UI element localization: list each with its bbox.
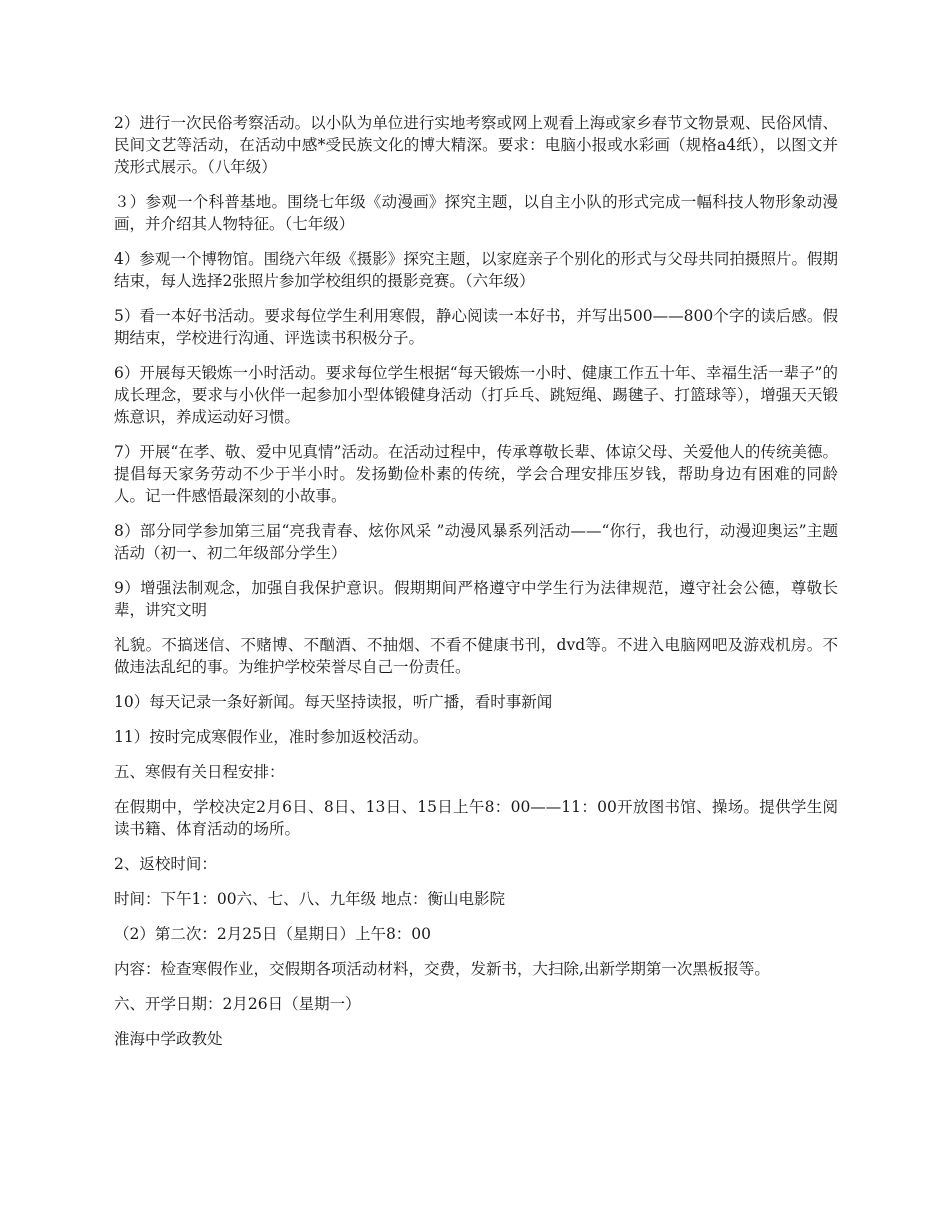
subheading-return-time: 2、返校时间： <box>114 855 217 873</box>
paragraph-second-return: （2）第二次：2月25日（星期日）上午8：00 <box>114 925 432 943</box>
document-signature: 淮海中学政教处 <box>114 1030 223 1048</box>
paragraph-activity-8: 8）部分同学参加第三届“亮我青春、炫你风采 ”动漫风暴系列活动——“你行，我也行，动漫迎奥运”主题活动（初一、初二年级部分学生） <box>114 522 838 562</box>
paragraph-return-content: 内容：检查寒假作业，交假期各项活动材料，交费，发新书，大扫除,出新学期第一次黑板报等。 <box>114 960 770 978</box>
paragraph-activity-11: 11）按时完成寒假作业，准时参加返校活动。 <box>114 728 429 746</box>
paragraph-activity-10: 10）每天记录一条好新闻。每天坚持读报，听广播，看时事新闻 <box>114 693 553 711</box>
paragraph-activity-3: ３）参观一个科普基地。围绕七年级《动漫画》探究主题，以自主小队的形式完成一幅科技人物形象动漫画，并介绍其人物特征。（七年级） <box>114 193 838 233</box>
section-heading-school-start: 六、开学日期：2月26日（星期一） <box>114 995 361 1013</box>
paragraph-activity-6: 6）开展每天锻炼一小时活动。要求每位学生根据“每天锻炼一小时、健康工作五十年、幸福生活一辈子”的成长理念，要求与小伙伴一起参加小型体锻健身活动（打乒乓、跳短绳、踢毽子、打篮球等），增强天天锻炼意识，养成运动好习惯。 <box>114 364 838 426</box>
paragraph-activity-5: 5）看一本好书活动。要求每位学生利用寒假，静心阅读一本好书，并写出500——800个字的读后感。假期结束，学校进行沟通、评选读书积极分子。 <box>114 307 838 347</box>
paragraph-activity-4: 4）参观一个博物馆。围绕六年级《摄影》探究主题，以家庭亲子个别化的形式与父母共同拍摄照片。假期结束，每人选择2张照片参加学校组织的摄影竞赛。（六年级） <box>114 250 838 290</box>
paragraph-activity-2: 2）进行一次民俗考察活动。以小队为单位进行实地考察或网上观看上海或家乡春节文物景观、民俗风情、民间文艺等活动，在活动中感*受民族文化的博大精深。要求：电脑小报或水彩画（规格a4纸），以图文并茂形式展示。（八年级） <box>114 114 838 176</box>
paragraph-activity-9: 9）增强法制观念，加强自我保护意识。假期期间严格遵守中学生行为法律规范，遵守社会公德，尊敬长辈，讲究文明 <box>114 579 838 619</box>
paragraph-first-return: 时间：下午1：00六、七、八、九年级 地点：衡山电影院 <box>114 890 506 908</box>
document-body <box>114 112 838 1063</box>
section-heading-schedule: 五、寒假有关日程安排： <box>114 763 285 781</box>
paragraph-library-opening: 在假期中，学校决定2月6日、8日、13日、15日上午8：00——11：00开放图书馆、操场。提供学生阅读书籍、体育活动的场所。 <box>114 798 838 838</box>
paragraph-activity-9-continued: 礼貌。不搞迷信、不赌博、不酗酒、不抽烟、不看不健康书刊，dvd等。不进入电脑网吧及游戏机房。不做违法乱纪的事。为维护学校荣誉尽自己一份责任。 <box>114 636 838 676</box>
paragraph-activity-7: 7）开展“在孝、敬、爱中见真情”活动。在活动过程中，传承尊敬长辈、体谅父母、关爱他人的传统美德。提倡每天家务劳动不少于半小时。发扬勤俭朴素的传统，学会合理安排压岁钱，帮助身边有困难的同龄人。记一件感悟最深刻的小故事。 <box>114 443 838 505</box>
